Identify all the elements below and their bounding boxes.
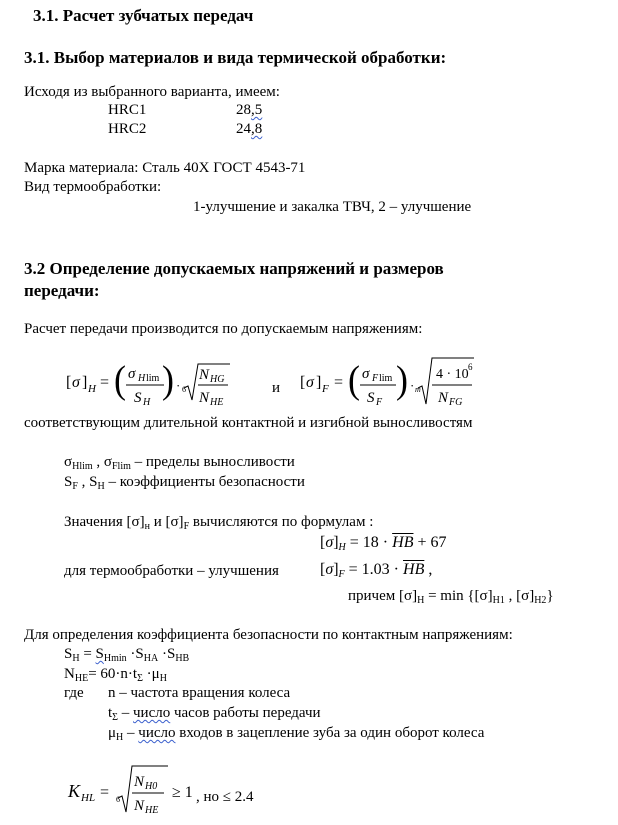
hrc2-label: HRC2 <box>108 121 147 137</box>
subsection-2-title-line1: 3.2 Определение допускаемых напряжений и размеров <box>24 259 444 278</box>
formula-sigma-f: $[\sigma]_F = 1.03 \cdot \overline{HB}$ , <box>320 561 433 580</box>
svg-text:HG: HG <box>210 374 225 385</box>
sh-formula: $S_H = S_{Hmin} \cdot S_{HA} \cdot S_{HB}$ <box>64 646 190 664</box>
svg-text:=: = <box>100 374 110 391</box>
svg-text:H0: H0 <box>145 781 158 792</box>
hrc1-value-frac: ,5 <box>251 102 263 118</box>
svg-text:F: F <box>322 383 329 395</box>
hrc2-value-int: 24 <box>236 121 251 137</box>
svg-text:H: H <box>138 373 146 384</box>
svg-text:): ) <box>396 358 408 403</box>
formula-sigma-h: $[\sigma]_H = 18 \cdot \overline{HB} + 67$ <box>320 534 447 553</box>
svg-text:H: H <box>88 383 96 395</box>
svg-text:HE: HE <box>145 805 159 816</box>
svg-text:σ: σ <box>128 366 136 382</box>
allowable-stress-formulas <box>58 352 558 412</box>
hrc1-value-int: 28 <box>236 102 251 118</box>
svg-text:S: S <box>367 390 375 406</box>
section-title: 3.1. Расчет зубчатых передач <box>33 6 254 25</box>
sigma-symbol: σ <box>72 374 80 391</box>
hrc1-label: HRC1 <box>108 102 147 118</box>
svg-text:F: F <box>372 373 379 384</box>
where-label: где <box>64 685 84 701</box>
treatment-value: 1-улучшение и закалка ТВЧ, 2 – улучшение <box>193 199 472 215</box>
svg-text:N: N <box>134 774 145 790</box>
svg-text:=: = <box>100 784 110 801</box>
svg-text:·: · <box>176 378 181 393</box>
subsection-1-intro: Исходя из выбранного варианта, имеем: <box>24 84 280 100</box>
svg-text:N: N <box>438 390 449 406</box>
hrc1-value <box>236 102 262 119</box>
svg-text:]: ] <box>82 374 88 391</box>
sigma-hlim: $\sigma_{Hlim}$ <box>64 454 93 472</box>
svg-text:[: [ <box>300 374 306 391</box>
svg-text:K: K <box>68 781 81 801</box>
values-line: Значения $[\sigma]_н$ и $[\sigma]_F$ вычисляются по формулам : <box>64 514 374 532</box>
svg-text:4 · 10: 4 · 10 <box>436 367 469 382</box>
wherein-line: причем $[\sigma]_H = \min \{[\sigma]_{H1}$ , $[\sigma]_{H2}$} <box>348 588 554 606</box>
svg-text:[: [ <box>66 374 72 391</box>
where-n: n – частота вращения колеса <box>108 685 291 701</box>
svg-text:]: ] <box>316 374 322 391</box>
svg-text:σ: σ <box>362 366 370 382</box>
svg-text:=: = <box>334 374 344 391</box>
safety-contact-intro: Для определения коэффициента безопасности по контактным напряжениям: <box>24 627 513 643</box>
subsection-2-title-line2: передачи: <box>24 281 100 300</box>
svg-text:(: ( <box>348 358 360 403</box>
svg-text:HL: HL <box>81 792 96 804</box>
svg-text:F: F <box>376 397 383 408</box>
svg-text:6: 6 <box>116 795 120 804</box>
svg-text:lim: lim <box>146 373 160 384</box>
svg-text:): ) <box>162 358 174 403</box>
svg-text:≥ 1: ≥ 1 <box>172 784 193 801</box>
safety-factors-line: $S_F$ , $S_H$ – коэффициенты безопасности <box>64 474 305 492</box>
subsection-1-title: 3.1. Выбор материалов и вида термической обработки: <box>24 48 447 67</box>
formula-and: и <box>272 380 281 396</box>
after-formula-text: соответствующим длительной контактной и изгибной выносливостям <box>24 415 473 431</box>
treatment-label: Вид термообработки: <box>24 179 162 195</box>
where-t: $t_\Sigma$ – число часов работы передачи <box>108 705 321 723</box>
svg-text:(: ( <box>114 358 126 403</box>
material-line: Марка материала: Сталь 40Х ГОСТ 4543-71 <box>24 160 306 176</box>
svg-text:S: S <box>134 390 142 406</box>
svg-text:N: N <box>134 798 145 814</box>
limits-line: $\sigma_{Hlim}$ , $\sigma_{Flim}$ – пределы выносливости <box>64 454 295 472</box>
svg-text:6: 6 <box>182 385 186 394</box>
svg-text:N: N <box>199 390 210 406</box>
svg-text:σ: σ <box>306 374 314 391</box>
svg-text:lim: lim <box>379 373 393 384</box>
svg-text:HE: HE <box>210 397 224 408</box>
svg-text:FG: FG <box>449 397 463 408</box>
hrc2-value <box>236 121 262 138</box>
khl-tail: , но ≤ 2.4 <box>196 789 254 805</box>
svg-text:m: m <box>415 385 421 394</box>
improvement-label: для термообработки – улучшения <box>64 563 279 579</box>
subsection-2-intro: Расчет передачи производится по допускаемым напряжениям: <box>24 321 423 337</box>
hrc2-value-frac: ,8 <box>251 121 263 137</box>
khl-formula <box>64 760 204 820</box>
svg-text:N: N <box>199 367 210 383</box>
svg-text:H: H <box>143 397 151 408</box>
sigma-flim: $\sigma_{Flim}$ <box>103 454 131 472</box>
nhe-formula: $N_{HE}= 60\cdot n\cdot t_\Sigma \cdot\mu_H$ <box>64 666 167 684</box>
svg-text:·: · <box>410 378 415 393</box>
svg-text:6: 6 <box>468 362 473 372</box>
where-mu: $\mu_H$ – число входов в зацепление зуба за один оборот колеса <box>108 725 485 743</box>
